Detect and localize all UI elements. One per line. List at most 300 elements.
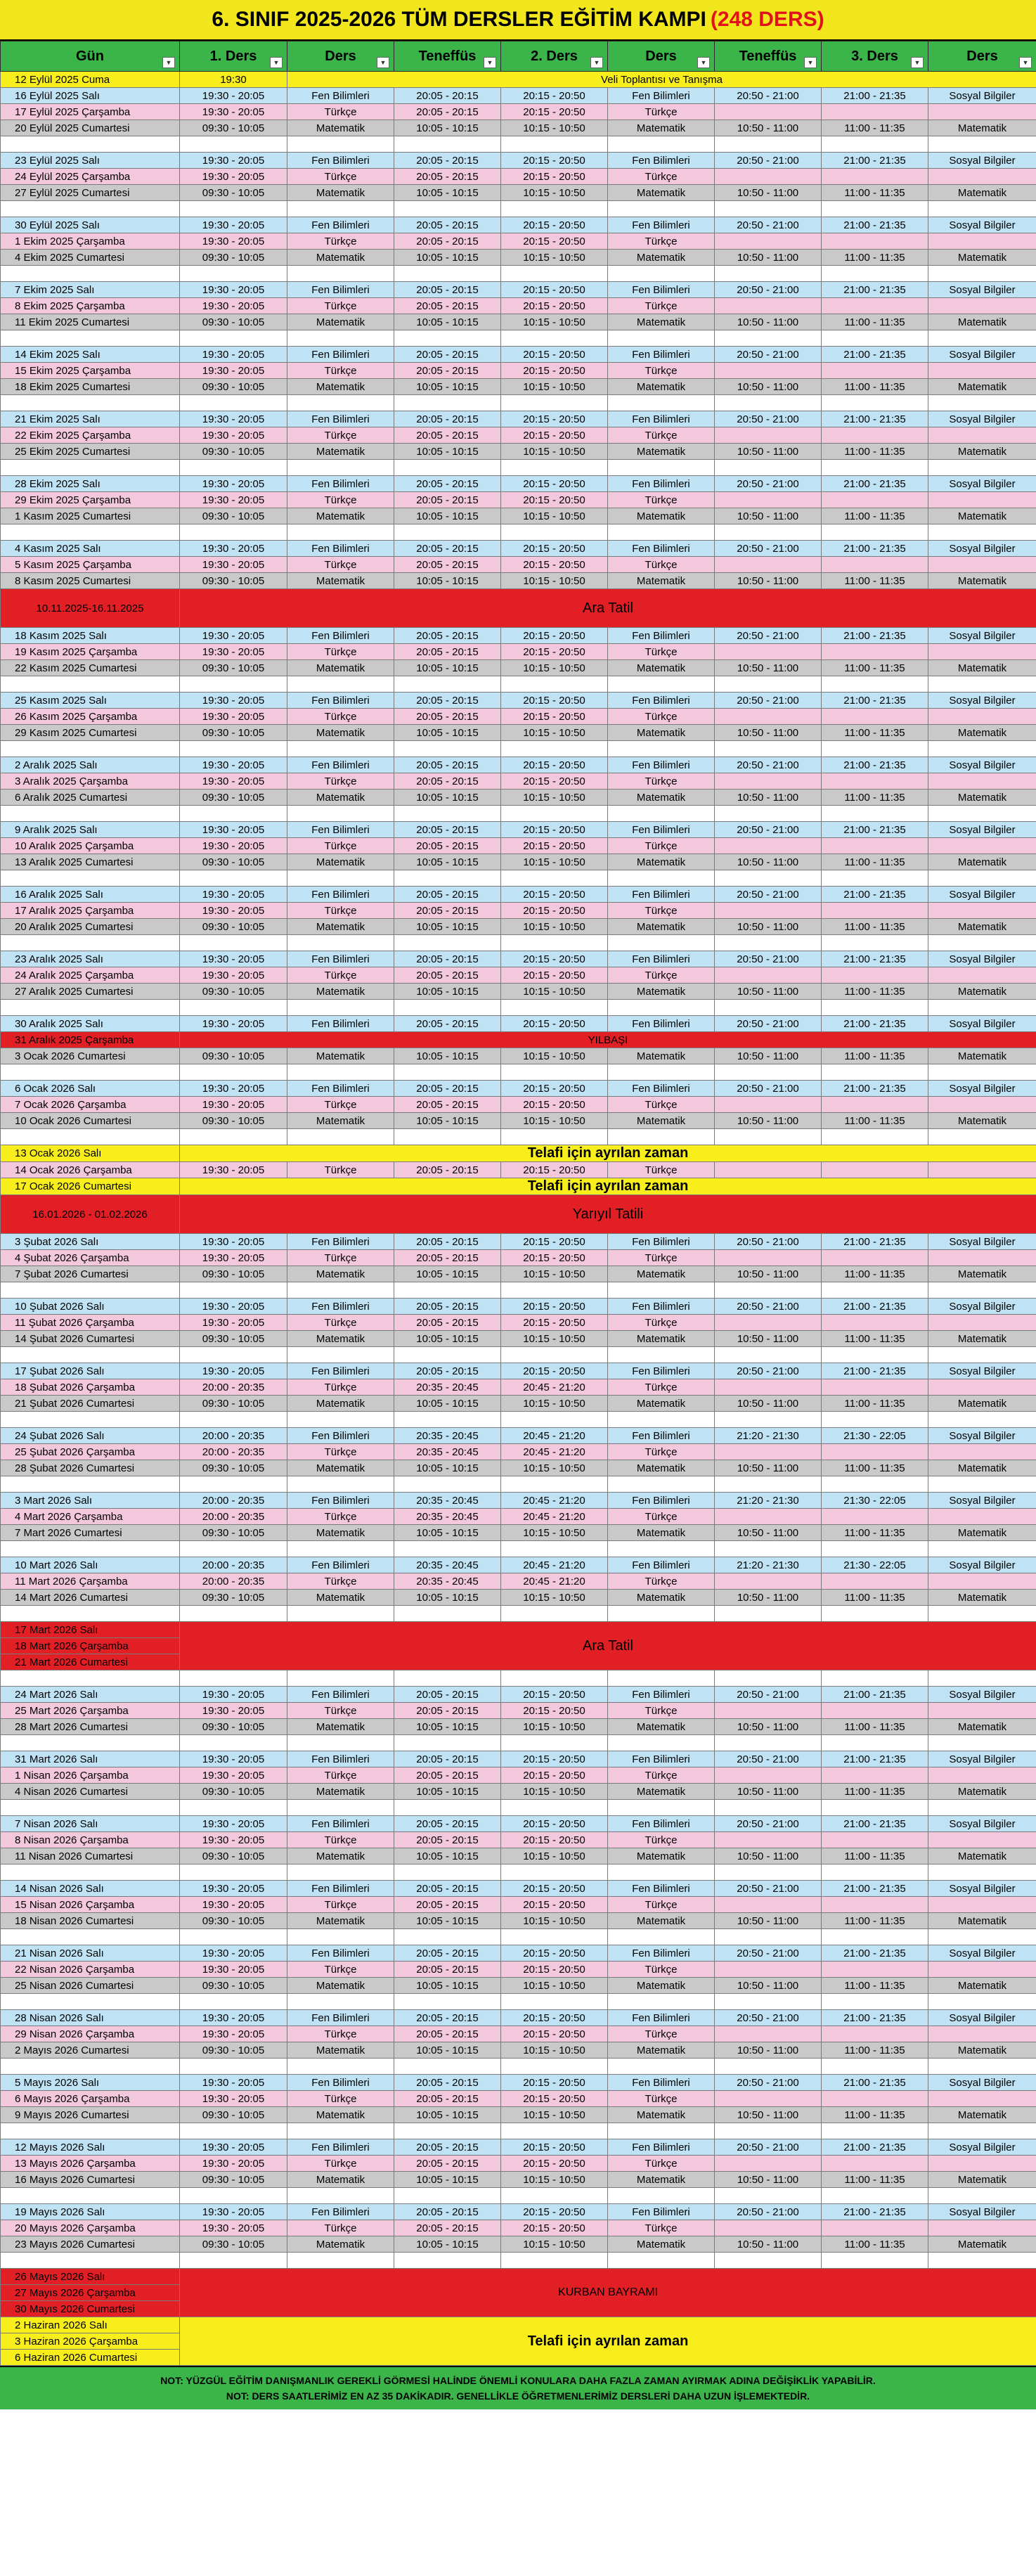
day-cell: 14 Mart 2026 Cumartesi bbox=[1, 1590, 180, 1606]
empty-cell bbox=[1, 2059, 180, 2075]
filter-dropdown-icon[interactable]: ▼ bbox=[590, 57, 603, 68]
empty-cell bbox=[715, 1064, 822, 1081]
table-cell: Matematik bbox=[287, 2107, 394, 2123]
table-cell: Fen Bilimleri bbox=[608, 411, 715, 427]
table-cell: Sosyal Bilgiler bbox=[928, 153, 1036, 169]
empty-cell bbox=[501, 201, 608, 217]
empty-cell bbox=[501, 1476, 608, 1493]
empty-cell bbox=[608, 806, 715, 822]
empty-cell bbox=[928, 330, 1036, 347]
lesson-row-saturday bbox=[1, 919, 1036, 935]
table-cell bbox=[715, 838, 822, 854]
empty-cell bbox=[501, 2123, 608, 2139]
lesson-row-wednesday bbox=[1, 2156, 1036, 2172]
table-cell: 10:50 - 11:00 bbox=[715, 1978, 822, 1994]
table-cell: Türkçe bbox=[608, 644, 715, 660]
empty-cell bbox=[715, 870, 822, 887]
table-cell: 11:00 - 11:35 bbox=[822, 2107, 928, 2123]
lesson-row-saturday bbox=[1, 2107, 1036, 2123]
lesson-row-tuesday bbox=[1, 2010, 1036, 2026]
table-cell: Fen Bilimleri bbox=[608, 1493, 715, 1509]
table-cell: 20:50 - 21:00 bbox=[715, 2204, 822, 2220]
day-cell: 22 Ekim 2025 Çarşamba bbox=[1, 427, 180, 444]
empty-cell bbox=[180, 330, 287, 347]
table-cell: 19:30 - 20:05 bbox=[180, 1081, 287, 1097]
empty-cell bbox=[501, 1541, 608, 1557]
table-cell bbox=[928, 1097, 1036, 1113]
empty-cell bbox=[1, 1412, 180, 1428]
table-cell: Türkçe bbox=[287, 1767, 394, 1784]
table-cell: 21:20 - 21:30 bbox=[715, 1557, 822, 1573]
lesson-row-tuesday bbox=[1, 282, 1036, 298]
lesson-row-tuesday bbox=[1, 476, 1036, 492]
empty-cell bbox=[180, 1800, 287, 1816]
table-cell: Türkçe bbox=[287, 492, 394, 508]
table-cell: Fen Bilimleri bbox=[287, 1081, 394, 1097]
table-cell: Türkçe bbox=[608, 1097, 715, 1113]
day-cell: 13 Mayıs 2026 Çarşamba bbox=[1, 2156, 180, 2172]
table-cell: 11:00 - 11:35 bbox=[822, 1113, 928, 1129]
table-cell: Matematik bbox=[928, 508, 1036, 524]
table-cell: 20:15 - 20:50 bbox=[501, 1234, 608, 1250]
empty-cell bbox=[394, 1541, 501, 1557]
empty-cell bbox=[1, 201, 180, 217]
table-cell: 20:05 - 20:15 bbox=[394, 2026, 501, 2042]
day-cell: 3 Ocak 2026 Cumartesi bbox=[1, 1048, 180, 1064]
table-cell: 09:30 - 10:05 bbox=[180, 1525, 287, 1541]
table-cell: Türkçe bbox=[287, 1379, 394, 1396]
table-cell: 20:15 - 20:50 bbox=[501, 693, 608, 709]
makeup-row bbox=[1, 2317, 1036, 2333]
lesson-count: (248 DERS) bbox=[710, 8, 824, 31]
table-cell bbox=[928, 363, 1036, 379]
day-cell: 28 Mart 2026 Cumartesi bbox=[1, 1719, 180, 1735]
table-cell: Matematik bbox=[928, 120, 1036, 136]
empty-cell bbox=[608, 1606, 715, 1622]
table-cell bbox=[822, 363, 928, 379]
lesson-row-saturday bbox=[1, 1525, 1036, 1541]
table-cell: Matematik bbox=[287, 120, 394, 136]
lesson-row-tuesday bbox=[1, 1428, 1036, 1444]
table-cell: Türkçe bbox=[287, 903, 394, 919]
table-cell: 10:15 - 10:50 bbox=[501, 1590, 608, 1606]
day-cell: 18 Nisan 2026 Cumartesi bbox=[1, 1913, 180, 1929]
lesson-row-tuesday bbox=[1, 411, 1036, 427]
filter-dropdown-icon[interactable]: ▼ bbox=[804, 57, 817, 68]
table-cell: Türkçe bbox=[287, 2156, 394, 2172]
lesson-row-saturday bbox=[1, 790, 1036, 806]
table-cell: 11:00 - 11:35 bbox=[822, 1784, 928, 1800]
table-cell: Sosyal Bilgiler bbox=[928, 1428, 1036, 1444]
day-cell: 8 Nisan 2026 Çarşamba bbox=[1, 1832, 180, 1848]
table-cell: 09:30 - 10:05 bbox=[180, 1784, 287, 1800]
table-cell: 20:15 - 20:50 bbox=[501, 1250, 608, 1266]
empty-cell bbox=[180, 460, 287, 476]
empty-cell bbox=[287, 935, 394, 951]
empty-cell bbox=[928, 1476, 1036, 1493]
table-cell: 10:15 - 10:50 bbox=[501, 379, 608, 395]
empty-cell bbox=[287, 870, 394, 887]
table-cell: 09:30 - 10:05 bbox=[180, 250, 287, 266]
table-cell bbox=[822, 1573, 928, 1590]
table-cell: 09:30 - 10:05 bbox=[180, 790, 287, 806]
table-cell: 10:50 - 11:00 bbox=[715, 2042, 822, 2059]
table-cell: 10:15 - 10:50 bbox=[501, 250, 608, 266]
table-cell: 11:00 - 11:35 bbox=[822, 250, 928, 266]
empty-cell bbox=[822, 2253, 928, 2269]
table-cell: 20:05 - 20:15 bbox=[394, 427, 501, 444]
day-cell: 12 Eylül 2025 Cuma bbox=[1, 72, 180, 88]
empty-cell bbox=[928, 524, 1036, 541]
empty-cell bbox=[394, 870, 501, 887]
empty-cell bbox=[928, 2123, 1036, 2139]
empty-cell bbox=[608, 201, 715, 217]
lesson-row-tuesday bbox=[1, 1751, 1036, 1767]
day-cell: 6 Haziran 2026 Cumartesi bbox=[1, 2350, 180, 2366]
table-cell: Fen Bilimleri bbox=[608, 476, 715, 492]
day-cell: 1 Kasım 2025 Cumartesi bbox=[1, 508, 180, 524]
lesson-row-tuesday bbox=[1, 217, 1036, 233]
table-cell: 20:05 - 20:15 bbox=[394, 903, 501, 919]
table-cell: Türkçe bbox=[608, 1703, 715, 1719]
empty-cell bbox=[928, 1129, 1036, 1145]
table-cell: 20:00 - 20:35 bbox=[180, 1493, 287, 1509]
empty-cell bbox=[287, 1412, 394, 1428]
empty-cell bbox=[928, 266, 1036, 282]
table-cell: 20:15 - 20:50 bbox=[501, 2010, 608, 2026]
table-cell bbox=[928, 1315, 1036, 1331]
filter-dropdown-icon[interactable]: ▼ bbox=[162, 57, 175, 68]
empty-cell bbox=[394, 201, 501, 217]
table-cell: 20:15 - 20:50 bbox=[501, 557, 608, 573]
table-cell bbox=[928, 709, 1036, 725]
table-cell: Matematik bbox=[287, 573, 394, 589]
empty-cell bbox=[501, 266, 608, 282]
table-cell bbox=[822, 1509, 928, 1525]
day-cell: 7 Şubat 2026 Cumartesi bbox=[1, 1266, 180, 1282]
lesson-row-saturday bbox=[1, 1113, 1036, 1129]
table-cell: 20:05 - 20:15 bbox=[394, 88, 501, 104]
empty-cell bbox=[928, 1800, 1036, 1816]
holiday-label: KURBAN BAYRAMI bbox=[180, 2269, 1036, 2317]
table-cell: 21:00 - 21:35 bbox=[822, 1363, 928, 1379]
day-cell: 9 Aralık 2025 Salı bbox=[1, 822, 180, 838]
day-cell: 25 Ekim 2025 Cumartesi bbox=[1, 444, 180, 460]
table-cell bbox=[928, 1767, 1036, 1784]
empty-cell bbox=[501, 1347, 608, 1363]
day-cell: 18 Şubat 2026 Çarşamba bbox=[1, 1379, 180, 1396]
empty-cell bbox=[501, 1865, 608, 1881]
filter-dropdown-icon[interactable]: ▼ bbox=[697, 57, 710, 68]
table-cell: 10:05 - 10:15 bbox=[394, 444, 501, 460]
column-header-label: 1. Ders bbox=[209, 48, 257, 64]
table-cell: Fen Bilimleri bbox=[608, 1687, 715, 1703]
table-cell: 20:05 - 20:15 bbox=[394, 153, 501, 169]
table-cell: 20:05 - 20:15 bbox=[394, 541, 501, 557]
day-cell: 17 Ocak 2026 Cumartesi bbox=[1, 1178, 180, 1195]
empty-cell bbox=[715, 395, 822, 411]
table-cell: 20:35 - 20:45 bbox=[394, 1573, 501, 1590]
empty-cell bbox=[608, 1064, 715, 1081]
table-cell: 10:05 - 10:15 bbox=[394, 725, 501, 741]
table-cell: 20:05 - 20:15 bbox=[394, 1687, 501, 1703]
table-cell: 20:05 - 20:15 bbox=[394, 298, 501, 314]
empty-cell bbox=[1, 1865, 180, 1881]
spacer-row bbox=[1, 395, 1036, 411]
table-cell bbox=[822, 1962, 928, 1978]
empty-cell bbox=[394, 136, 501, 153]
table-cell: 19:30 - 20:05 bbox=[180, 88, 287, 104]
empty-cell bbox=[822, 1129, 928, 1145]
table-cell: 10:15 - 10:50 bbox=[501, 725, 608, 741]
table-cell: 20:05 - 20:15 bbox=[394, 838, 501, 854]
lesson-row-tuesday bbox=[1, 1493, 1036, 1509]
empty-cell bbox=[287, 741, 394, 757]
day-cell: 3 Haziran 2026 Çarşamba bbox=[1, 2333, 180, 2350]
empty-cell bbox=[394, 460, 501, 476]
table-cell: 10:15 - 10:50 bbox=[501, 919, 608, 935]
empty-cell bbox=[608, 2123, 715, 2139]
table-cell: 20:50 - 21:00 bbox=[715, 1234, 822, 1250]
table-cell bbox=[715, 1444, 822, 1460]
table-cell: 11:00 - 11:35 bbox=[822, 919, 928, 935]
table-cell: 20:05 - 20:15 bbox=[394, 773, 501, 790]
day-cell: 2 Haziran 2026 Salı bbox=[1, 2317, 180, 2333]
table-cell: 09:30 - 10:05 bbox=[180, 185, 287, 201]
table-cell: 20:05 - 20:15 bbox=[394, 2156, 501, 2172]
table-cell: 19:30 - 20:05 bbox=[180, 838, 287, 854]
table-cell: 10:05 - 10:15 bbox=[394, 984, 501, 1000]
empty-cell bbox=[394, 2123, 501, 2139]
table-cell: Fen Bilimleri bbox=[608, 1299, 715, 1315]
empty-cell bbox=[287, 136, 394, 153]
table-cell: 20:05 - 20:15 bbox=[394, 1832, 501, 1848]
table-cell: 20:15 - 20:50 bbox=[501, 1687, 608, 1703]
lesson-row-saturday bbox=[1, 444, 1036, 460]
table-cell: Matematik bbox=[287, 660, 394, 676]
table-cell: 20:15 - 20:50 bbox=[501, 1703, 608, 1719]
table-cell: 11:00 - 11:35 bbox=[822, 1396, 928, 1412]
spacer-row bbox=[1, 136, 1036, 153]
holiday-date-range: 10.11.2025-16.11.2025 bbox=[1, 589, 180, 628]
column-header-label: 2. Ders bbox=[531, 48, 578, 64]
table-cell: 21:00 - 21:35 bbox=[822, 887, 928, 903]
table-cell: 19:30 - 20:05 bbox=[180, 1315, 287, 1331]
table-cell: Fen Bilimleri bbox=[608, 887, 715, 903]
table-cell: Matematik bbox=[928, 984, 1036, 1000]
spacer-row bbox=[1, 2188, 1036, 2204]
table-cell: 20:15 - 20:50 bbox=[501, 1962, 608, 1978]
table-cell: 20:15 - 20:50 bbox=[501, 1016, 608, 1032]
table-cell: Fen Bilimleri bbox=[287, 476, 394, 492]
lesson-row-wednesday bbox=[1, 492, 1036, 508]
table-cell: 21:30 - 22:05 bbox=[822, 1428, 928, 1444]
table-cell: 20:50 - 21:00 bbox=[715, 1751, 822, 1767]
table-cell: 20:00 - 20:35 bbox=[180, 1573, 287, 1590]
filter-dropdown-icon[interactable]: ▼ bbox=[377, 57, 389, 68]
table-cell: Fen Bilimleri bbox=[608, 347, 715, 363]
table-cell: 20:50 - 21:00 bbox=[715, 2139, 822, 2156]
empty-cell bbox=[287, 2123, 394, 2139]
empty-cell bbox=[608, 1347, 715, 1363]
table-cell: Matematik bbox=[608, 854, 715, 870]
table-cell: Fen Bilimleri bbox=[608, 282, 715, 298]
table-cell: 10:15 - 10:50 bbox=[501, 854, 608, 870]
table-cell: 20:50 - 21:00 bbox=[715, 347, 822, 363]
table-cell: Matematik bbox=[287, 250, 394, 266]
table-cell: Matematik bbox=[928, 1396, 1036, 1412]
empty-cell bbox=[394, 1347, 501, 1363]
empty-cell bbox=[501, 1994, 608, 2010]
empty-cell bbox=[394, 1929, 501, 1945]
table-cell: 19:30 - 20:05 bbox=[180, 1687, 287, 1703]
column-header bbox=[287, 41, 394, 72]
table-cell: 20:15 - 20:50 bbox=[501, 628, 608, 644]
table-cell: 20:05 - 20:15 bbox=[394, 2204, 501, 2220]
table-cell: Türkçe bbox=[608, 903, 715, 919]
table-cell bbox=[928, 773, 1036, 790]
header-row bbox=[1, 41, 1036, 72]
empty-cell bbox=[822, 1064, 928, 1081]
table-cell: Matematik bbox=[287, 919, 394, 935]
empty-cell bbox=[928, 1994, 1036, 2010]
empty-cell bbox=[1, 330, 180, 347]
day-cell: 10 Aralık 2025 Çarşamba bbox=[1, 838, 180, 854]
table-cell bbox=[822, 2156, 928, 2172]
lesson-row-wednesday bbox=[1, 838, 1036, 854]
table-cell: 10:05 - 10:15 bbox=[394, 573, 501, 589]
column-header bbox=[394, 41, 501, 72]
table-cell: Fen Bilimleri bbox=[608, 1945, 715, 1962]
table-cell bbox=[822, 169, 928, 185]
day-cell: 14 Nisan 2026 Salı bbox=[1, 1881, 180, 1897]
table-cell: Matematik bbox=[287, 984, 394, 1000]
empty-cell bbox=[394, 935, 501, 951]
table-cell: 21:00 - 21:35 bbox=[822, 476, 928, 492]
lesson-row-tuesday bbox=[1, 757, 1036, 773]
table-cell bbox=[822, 1250, 928, 1266]
table-cell: 20:15 - 20:50 bbox=[501, 1315, 608, 1331]
empty-cell bbox=[928, 806, 1036, 822]
meeting-row bbox=[1, 72, 1036, 88]
table-cell: Sosyal Bilgiler bbox=[928, 887, 1036, 903]
empty-cell bbox=[715, 1000, 822, 1016]
column-header bbox=[822, 41, 928, 72]
holiday-row bbox=[1, 2269, 1036, 2285]
table-cell bbox=[928, 1162, 1036, 1178]
empty-cell bbox=[822, 870, 928, 887]
day-cell: 3 Mart 2026 Salı bbox=[1, 1493, 180, 1509]
table-cell: 09:30 - 10:05 bbox=[180, 2042, 287, 2059]
table-cell: 19:30 - 20:05 bbox=[180, 1767, 287, 1784]
table-cell: 09:30 - 10:05 bbox=[180, 1331, 287, 1347]
empty-cell bbox=[501, 460, 608, 476]
table-cell: 10:05 - 10:15 bbox=[394, 1913, 501, 1929]
empty-cell bbox=[822, 1347, 928, 1363]
empty-cell bbox=[928, 1347, 1036, 1363]
empty-cell bbox=[287, 1541, 394, 1557]
table-cell: 10:05 - 10:15 bbox=[394, 2236, 501, 2253]
filter-dropdown-icon[interactable]: ▼ bbox=[270, 57, 283, 68]
table-cell bbox=[822, 1703, 928, 1719]
filter-dropdown-icon[interactable]: ▼ bbox=[484, 57, 496, 68]
table-cell: Sosyal Bilgiler bbox=[928, 2139, 1036, 2156]
empty-cell bbox=[501, 2188, 608, 2204]
empty-cell bbox=[287, 524, 394, 541]
empty-cell bbox=[394, 676, 501, 693]
column-header bbox=[501, 41, 608, 72]
lesson-row-tuesday bbox=[1, 88, 1036, 104]
table-cell: Matematik bbox=[608, 2107, 715, 2123]
table-cell: Türkçe bbox=[608, 1509, 715, 1525]
day-cell: 15 Nisan 2026 Çarşamba bbox=[1, 1897, 180, 1913]
table-cell: 19:30 - 20:05 bbox=[180, 1016, 287, 1032]
empty-cell bbox=[287, 1064, 394, 1081]
table-cell: Fen Bilimleri bbox=[287, 628, 394, 644]
table-cell: 09:30 - 10:05 bbox=[180, 1848, 287, 1865]
empty-cell bbox=[394, 1670, 501, 1687]
empty-cell bbox=[180, 870, 287, 887]
empty-cell bbox=[822, 1606, 928, 1622]
table-cell: Matematik bbox=[608, 250, 715, 266]
day-cell: 4 Nisan 2026 Cumartesi bbox=[1, 1784, 180, 1800]
table-cell: 20:05 - 20:15 bbox=[394, 1962, 501, 1978]
empty-cell bbox=[608, 1541, 715, 1557]
table-cell: Türkçe bbox=[287, 1097, 394, 1113]
table-cell: 10:15 - 10:50 bbox=[501, 1460, 608, 1476]
lesson-row-tuesday bbox=[1, 1557, 1036, 1573]
empty-cell bbox=[608, 2188, 715, 2204]
table-cell: 19:30 - 20:05 bbox=[180, 1250, 287, 1266]
table-cell: 21:00 - 21:35 bbox=[822, 2010, 928, 2026]
day-cell: 16 Mayıs 2026 Cumartesi bbox=[1, 2172, 180, 2188]
lesson-row-tuesday bbox=[1, 1881, 1036, 1897]
empty-cell bbox=[180, 1994, 287, 2010]
table-cell: Sosyal Bilgiler bbox=[928, 1299, 1036, 1315]
day-cell: 25 Kasım 2025 Salı bbox=[1, 693, 180, 709]
table-cell: 19:30 - 20:05 bbox=[180, 887, 287, 903]
table-cell: Sosyal Bilgiler bbox=[928, 1557, 1036, 1573]
table-cell: 19:30 bbox=[180, 72, 287, 88]
table-cell: 20:15 - 20:50 bbox=[501, 476, 608, 492]
table-cell: Fen Bilimleri bbox=[287, 1816, 394, 1832]
day-cell: 23 Mayıs 2026 Cumartesi bbox=[1, 2236, 180, 2253]
empty-cell bbox=[822, 460, 928, 476]
empty-cell bbox=[1, 266, 180, 282]
lesson-row-tuesday bbox=[1, 1299, 1036, 1315]
table-cell: Matematik bbox=[608, 919, 715, 935]
table-cell: 20:50 - 21:00 bbox=[715, 153, 822, 169]
filter-dropdown-icon[interactable]: ▼ bbox=[1019, 57, 1032, 68]
table-cell: 10:05 - 10:15 bbox=[394, 854, 501, 870]
empty-cell bbox=[715, 1865, 822, 1881]
empty-cell bbox=[715, 1606, 822, 1622]
day-cell: 6 Ocak 2026 Salı bbox=[1, 1081, 180, 1097]
table-cell: 09:30 - 10:05 bbox=[180, 854, 287, 870]
table-cell bbox=[928, 1962, 1036, 1978]
empty-cell bbox=[608, 741, 715, 757]
table-cell: 20:35 - 20:45 bbox=[394, 1493, 501, 1509]
filter-dropdown-icon[interactable]: ▼ bbox=[911, 57, 924, 68]
empty-cell bbox=[928, 1670, 1036, 1687]
lesson-row-wednesday bbox=[1, 233, 1036, 250]
lesson-row-saturday bbox=[1, 854, 1036, 870]
table-cell: Matematik bbox=[928, 1978, 1036, 1994]
table-cell bbox=[715, 1250, 822, 1266]
table-cell: Matematik bbox=[287, 1913, 394, 1929]
empty-cell bbox=[180, 1541, 287, 1557]
table-cell bbox=[928, 557, 1036, 573]
